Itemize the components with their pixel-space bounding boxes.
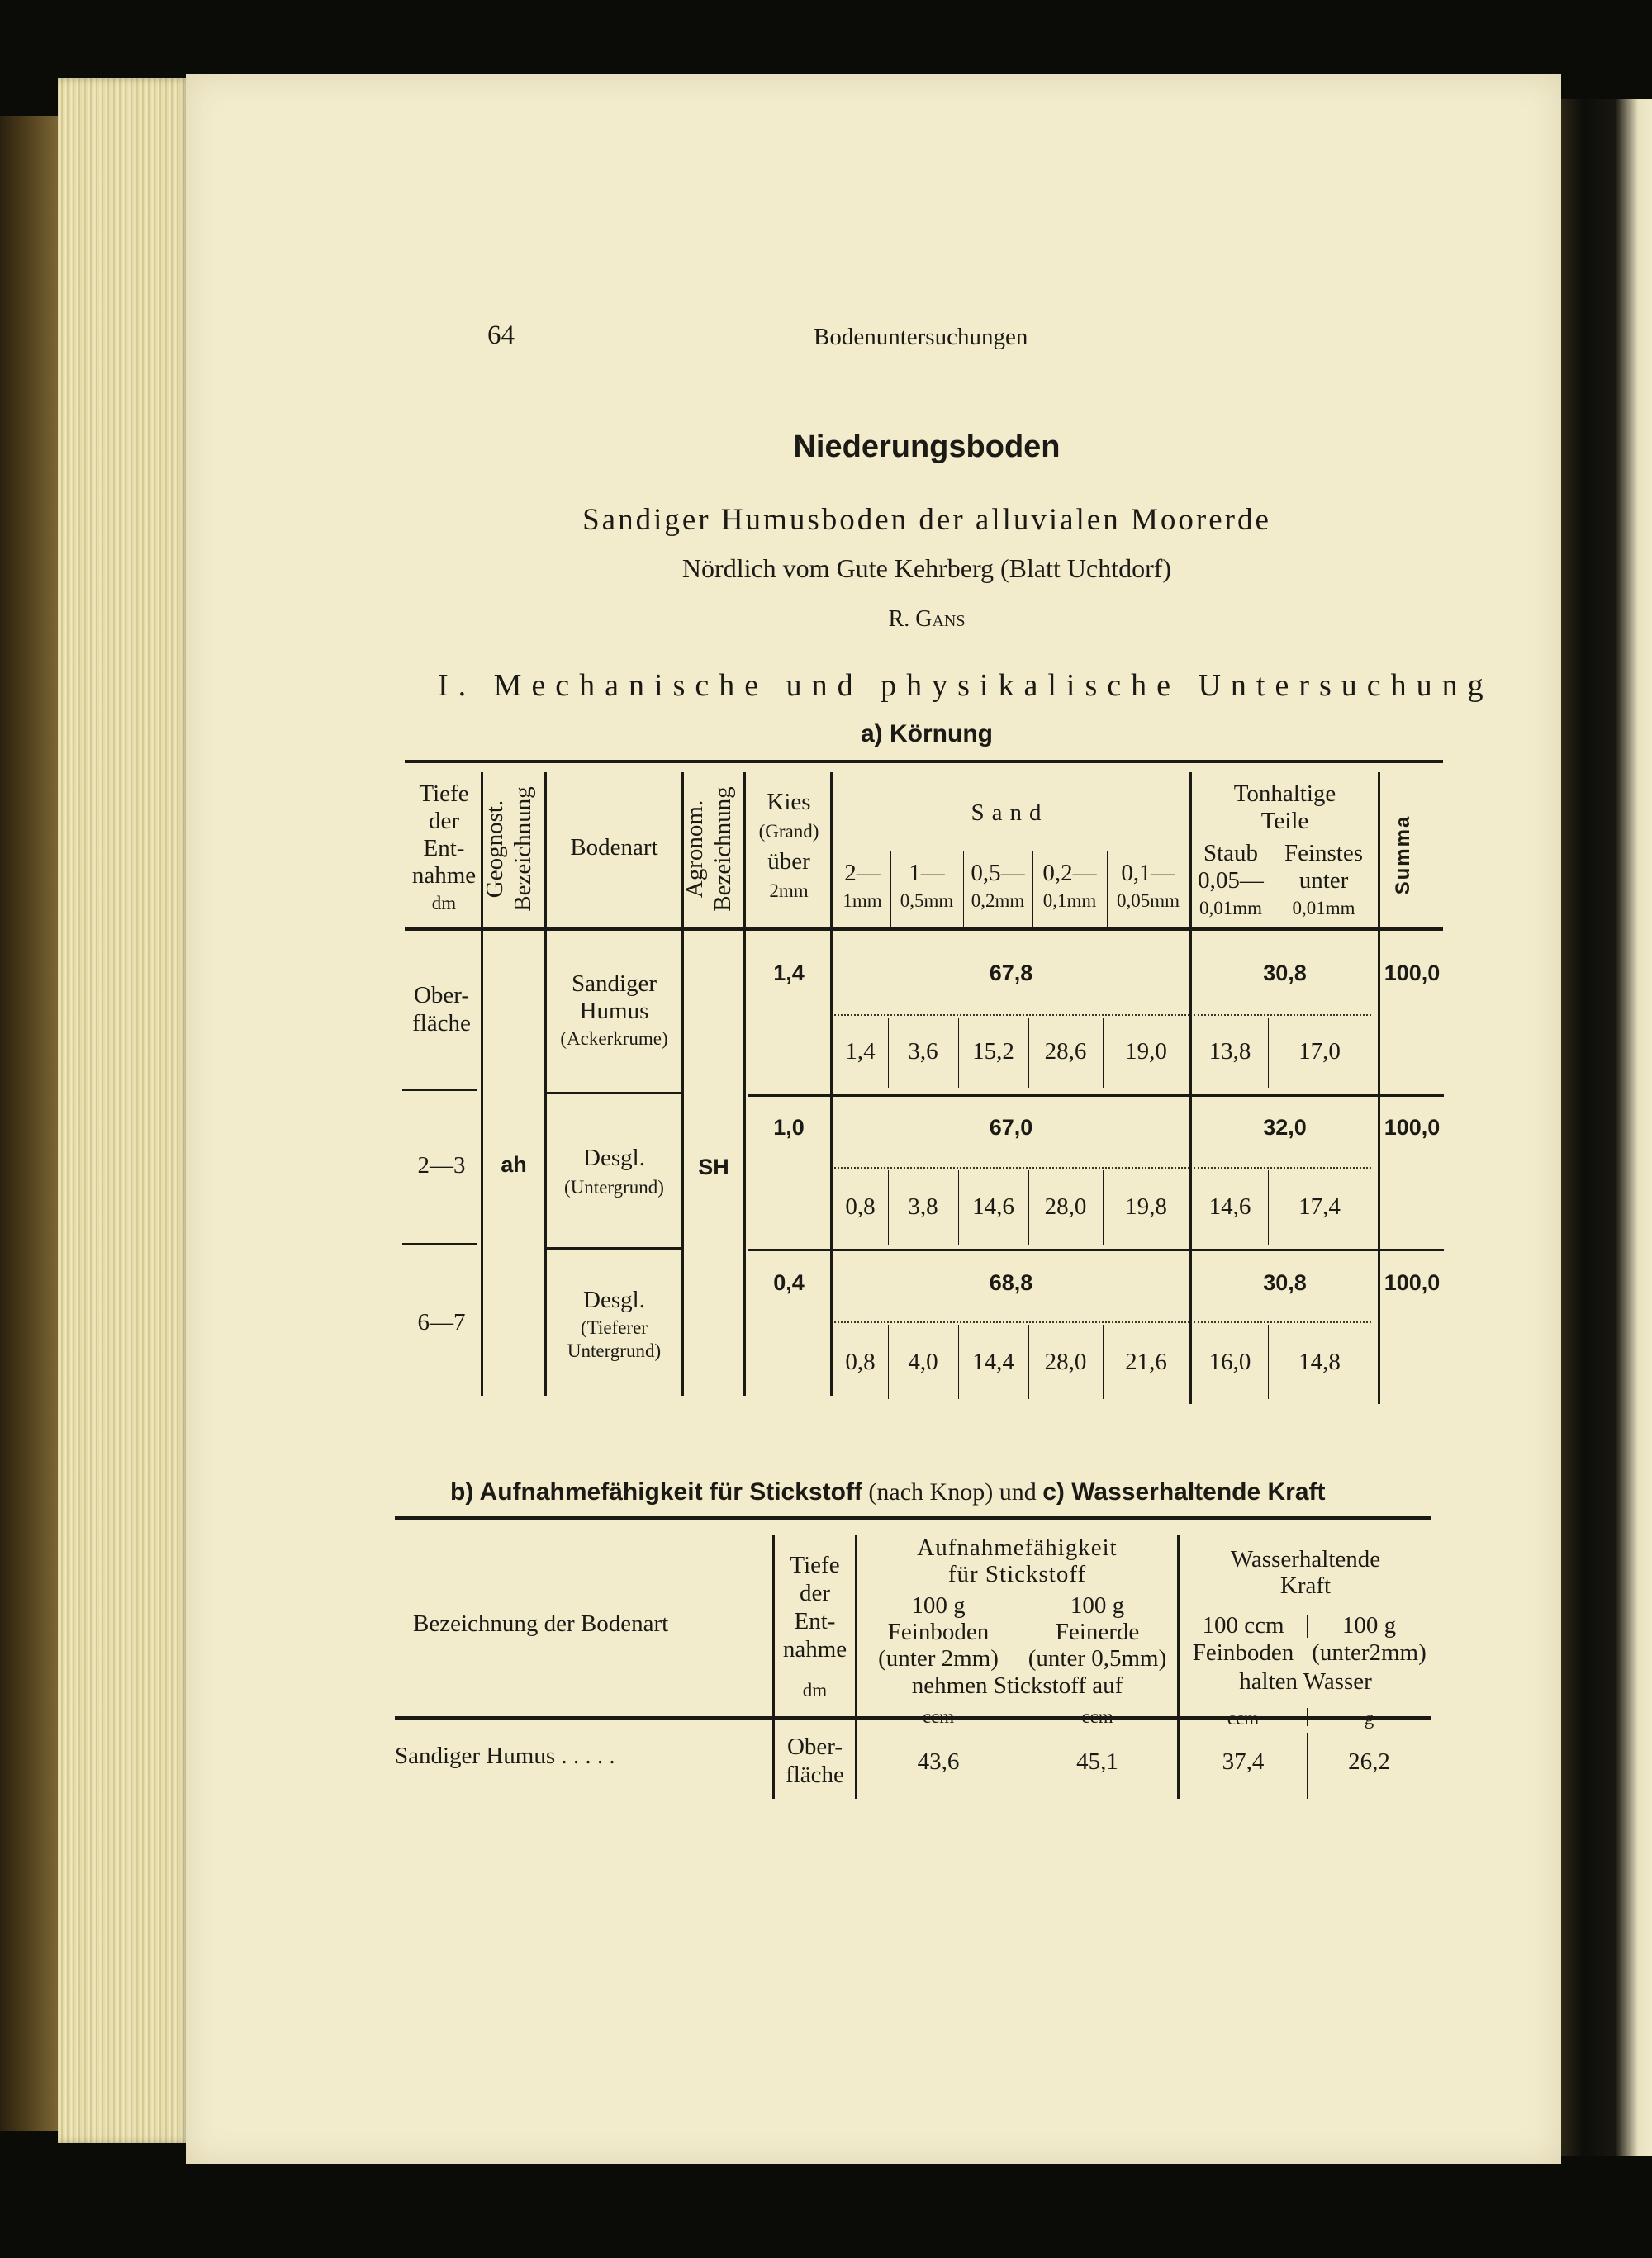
locality: Nördlich vom Gute Kehrberg (Blatt Uchtdorf) — [681, 553, 1172, 583]
t1-header-rule — [405, 927, 1443, 931]
subtotal-dash — [1194, 1014, 1371, 1016]
t2-row-name: Sandiger Humus . . . . . — [395, 1743, 615, 1769]
subtotal-dash — [834, 1167, 1189, 1169]
row1-sand-3: 15,2 — [972, 1038, 1014, 1065]
page-stack-edge — [58, 78, 190, 2143]
row2-bodenart: Desgl. (Untergrund) — [564, 1145, 664, 1198]
row-sep — [547, 1247, 681, 1250]
subtotal-dash — [1194, 1167, 1371, 1169]
t2-val-feinerde: 45,1 — [1076, 1748, 1118, 1775]
row2-ton-total: 32,0 — [1263, 1115, 1307, 1140]
t2-hdr-feinerde: 100 g Feinerde (unter 0,5mm) — [1028, 1592, 1167, 1672]
hdr-sand-col-4: 0,2— 0,1mm — [1042, 860, 1097, 911]
t2-hdr-nehmen: nehmen Stickstoff auf — [911, 1672, 1123, 1699]
row1-sand-total: 67,8 — [989, 961, 1033, 985]
hdr-bodenart: Bodenart — [570, 834, 658, 861]
row3-ton-2: 14,8 — [1298, 1349, 1341, 1375]
geognost-value: ah — [501, 1152, 527, 1177]
row2-kies: 1,0 — [773, 1115, 805, 1140]
t2-hdr-bezeichnung: Bezeichnung der Bodenart — [413, 1610, 669, 1637]
row3-sand-1: 0,8 — [845, 1349, 876, 1375]
subsection-a: a) Körnung — [861, 720, 993, 747]
row2-sand-3: 14,6 — [972, 1193, 1014, 1220]
row2-sand-4: 28,0 — [1044, 1193, 1087, 1220]
row2-sand-1: 0,8 — [845, 1193, 876, 1220]
t2-unit-ccm-1: ccm — [922, 1706, 955, 1727]
hdr-sand-col-1: 2— 1mm — [843, 860, 882, 911]
hdr-sand-col-3: 0,5— 0,2mm — [971, 860, 1025, 911]
t2-hdr-w-feinboden: 100 ccm Feinboden — [1192, 1612, 1294, 1666]
row1-summa: 100,0 — [1384, 961, 1441, 985]
row-sep — [402, 1243, 477, 1245]
row3-sand-3: 14,4 — [972, 1349, 1014, 1375]
t2-hdr-wasser: Wasserhaltende Kraft — [1230, 1546, 1381, 1599]
subtitle: Sandiger Humusboden der alluvialen Moorerde — [582, 503, 1271, 537]
left-book-edge — [0, 116, 58, 2131]
main-title: Niederungsboden — [793, 429, 1061, 464]
t2-val-feinboden: 43,6 — [917, 1748, 960, 1775]
row-sep — [748, 1094, 830, 1097]
hdr-tiefe: Tiefe der Ent- nahme dm — [411, 780, 477, 913]
row2-ton-2: 17,4 — [1298, 1193, 1341, 1220]
t1-top-rule — [405, 760, 1443, 763]
row-sep — [833, 1249, 1189, 1251]
t2-unit-ccm-2: ccm — [1081, 1706, 1113, 1727]
section-heading: I. Mechanische und physikalische Untersuchung — [438, 668, 1493, 703]
row-sep — [1380, 1249, 1444, 1251]
row2-sand-total: 67,0 — [989, 1115, 1033, 1140]
row3-summa: 100,0 — [1384, 1270, 1441, 1295]
row1-sand-4: 28,6 — [1044, 1038, 1087, 1065]
subsection-c-label: c) Wasserhaltende Kraft — [1042, 1478, 1326, 1506]
row-sep — [833, 1094, 1189, 1097]
t2-unit-ccm-3: ccm — [1227, 1708, 1260, 1729]
row-sep — [402, 1089, 477, 1091]
hdr-sand: Sand — [971, 799, 1049, 826]
row2-sand-2: 3,8 — [908, 1193, 938, 1220]
row1-kies: 1,4 — [773, 961, 805, 985]
hdr-staub: Staub 0,05— 0,01mm — [1198, 840, 1264, 918]
hdr-kies: Kies (Grand) über 2mm — [758, 789, 819, 901]
hdr-agronom: Agronom. Bezeichnung — [681, 786, 736, 912]
row2-tiefe: 2—3 — [417, 1152, 466, 1179]
page-number: 64 — [487, 320, 515, 350]
hdr-sand-col-2: 1— 0,5mm — [900, 860, 954, 911]
subtotal-dash — [834, 1321, 1189, 1323]
running-head: Bodenuntersuchungen — [814, 324, 1028, 350]
subsection-bc — [450, 1478, 1326, 1506]
row3-bodenart: Desgl. (Tieferer Untergrund) — [567, 1287, 662, 1361]
subsection-b-note: (nach Knop) und — [868, 1478, 1037, 1506]
t1-vline — [830, 772, 833, 1396]
t2-unit-g: g — [1364, 1708, 1374, 1729]
row1-ton-1: 13,8 — [1208, 1038, 1251, 1065]
subsection-b-label: b) Aufnahmefähigkeit für Stickstoff — [450, 1478, 862, 1506]
row1-sand-5: 19,0 — [1125, 1038, 1167, 1065]
hdr-feinstes: Feinstes unter 0,01mm — [1284, 840, 1364, 918]
row2-ton-1: 14,6 — [1208, 1193, 1251, 1220]
hdr-summa: Summa — [1392, 814, 1414, 895]
t1-vline — [1378, 772, 1380, 1404]
row1-sand-2: 3,6 — [908, 1038, 938, 1065]
row3-ton-1: 16,0 — [1208, 1349, 1251, 1375]
row3-kies: 0,4 — [773, 1270, 805, 1295]
t2-hdr-w-unter: 100 g (unter2mm) — [1312, 1612, 1427, 1666]
row1-ton-2: 17,0 — [1298, 1038, 1341, 1065]
row1-sand-1: 1,4 — [845, 1038, 876, 1065]
row-sep — [748, 1249, 830, 1251]
t2-row-tiefe: Ober- fläche — [786, 1734, 844, 1788]
hdr-geognost: Geognost. Bezeichnung — [482, 786, 536, 912]
hdr-sand-col-5: 0,1— 0,05mm — [1116, 860, 1180, 911]
row3-sand-2: 4,0 — [908, 1349, 938, 1375]
row1-ton-total: 30,8 — [1263, 961, 1307, 985]
t2-top-rule — [395, 1516, 1431, 1520]
t2-hdr-tiefe: Tiefe der Ent- nahme dm — [782, 1552, 847, 1701]
t1-vline — [743, 772, 746, 1396]
row3-ton-total: 30,8 — [1263, 1270, 1307, 1295]
row3-sand-total: 68,8 — [989, 1270, 1033, 1295]
row1-bodenart: Sandiger Humus (Ackerkrume) — [560, 970, 668, 1049]
right-book-edge — [1561, 99, 1652, 2156]
t2-hdr-feinboden: 100 g Feinboden (unter 2mm) — [878, 1592, 999, 1672]
t2-val-w-unter: 26,2 — [1348, 1748, 1390, 1775]
subtotal-dash — [1194, 1321, 1371, 1323]
row-sep — [1192, 1249, 1378, 1251]
row3-tiefe: 6—7 — [417, 1309, 466, 1335]
row-sep — [1380, 1094, 1444, 1097]
row2-sand-5: 19,8 — [1125, 1193, 1167, 1220]
t2-hdr-halten: halten Wasser — [1239, 1668, 1372, 1695]
row3-sand-5: 21,6 — [1125, 1349, 1167, 1375]
t2-val-w-feinboden: 37,4 — [1222, 1748, 1265, 1775]
row-sep — [1192, 1094, 1378, 1097]
row-sep — [547, 1092, 681, 1094]
row2-summa: 100,0 — [1384, 1115, 1441, 1140]
row1-tiefe: Ober- fläche — [412, 982, 471, 1036]
subtotal-dash — [834, 1014, 1189, 1016]
row3-sand-4: 28,0 — [1044, 1349, 1087, 1375]
author: R. Gans — [888, 606, 966, 632]
hdr-ton: Tonhaltige Teile — [1233, 780, 1336, 834]
t2-hdr-aufnahme: Aufnahmefähigkeit für Stickstoff — [917, 1535, 1118, 1587]
agronom-value: SH — [698, 1155, 729, 1179]
